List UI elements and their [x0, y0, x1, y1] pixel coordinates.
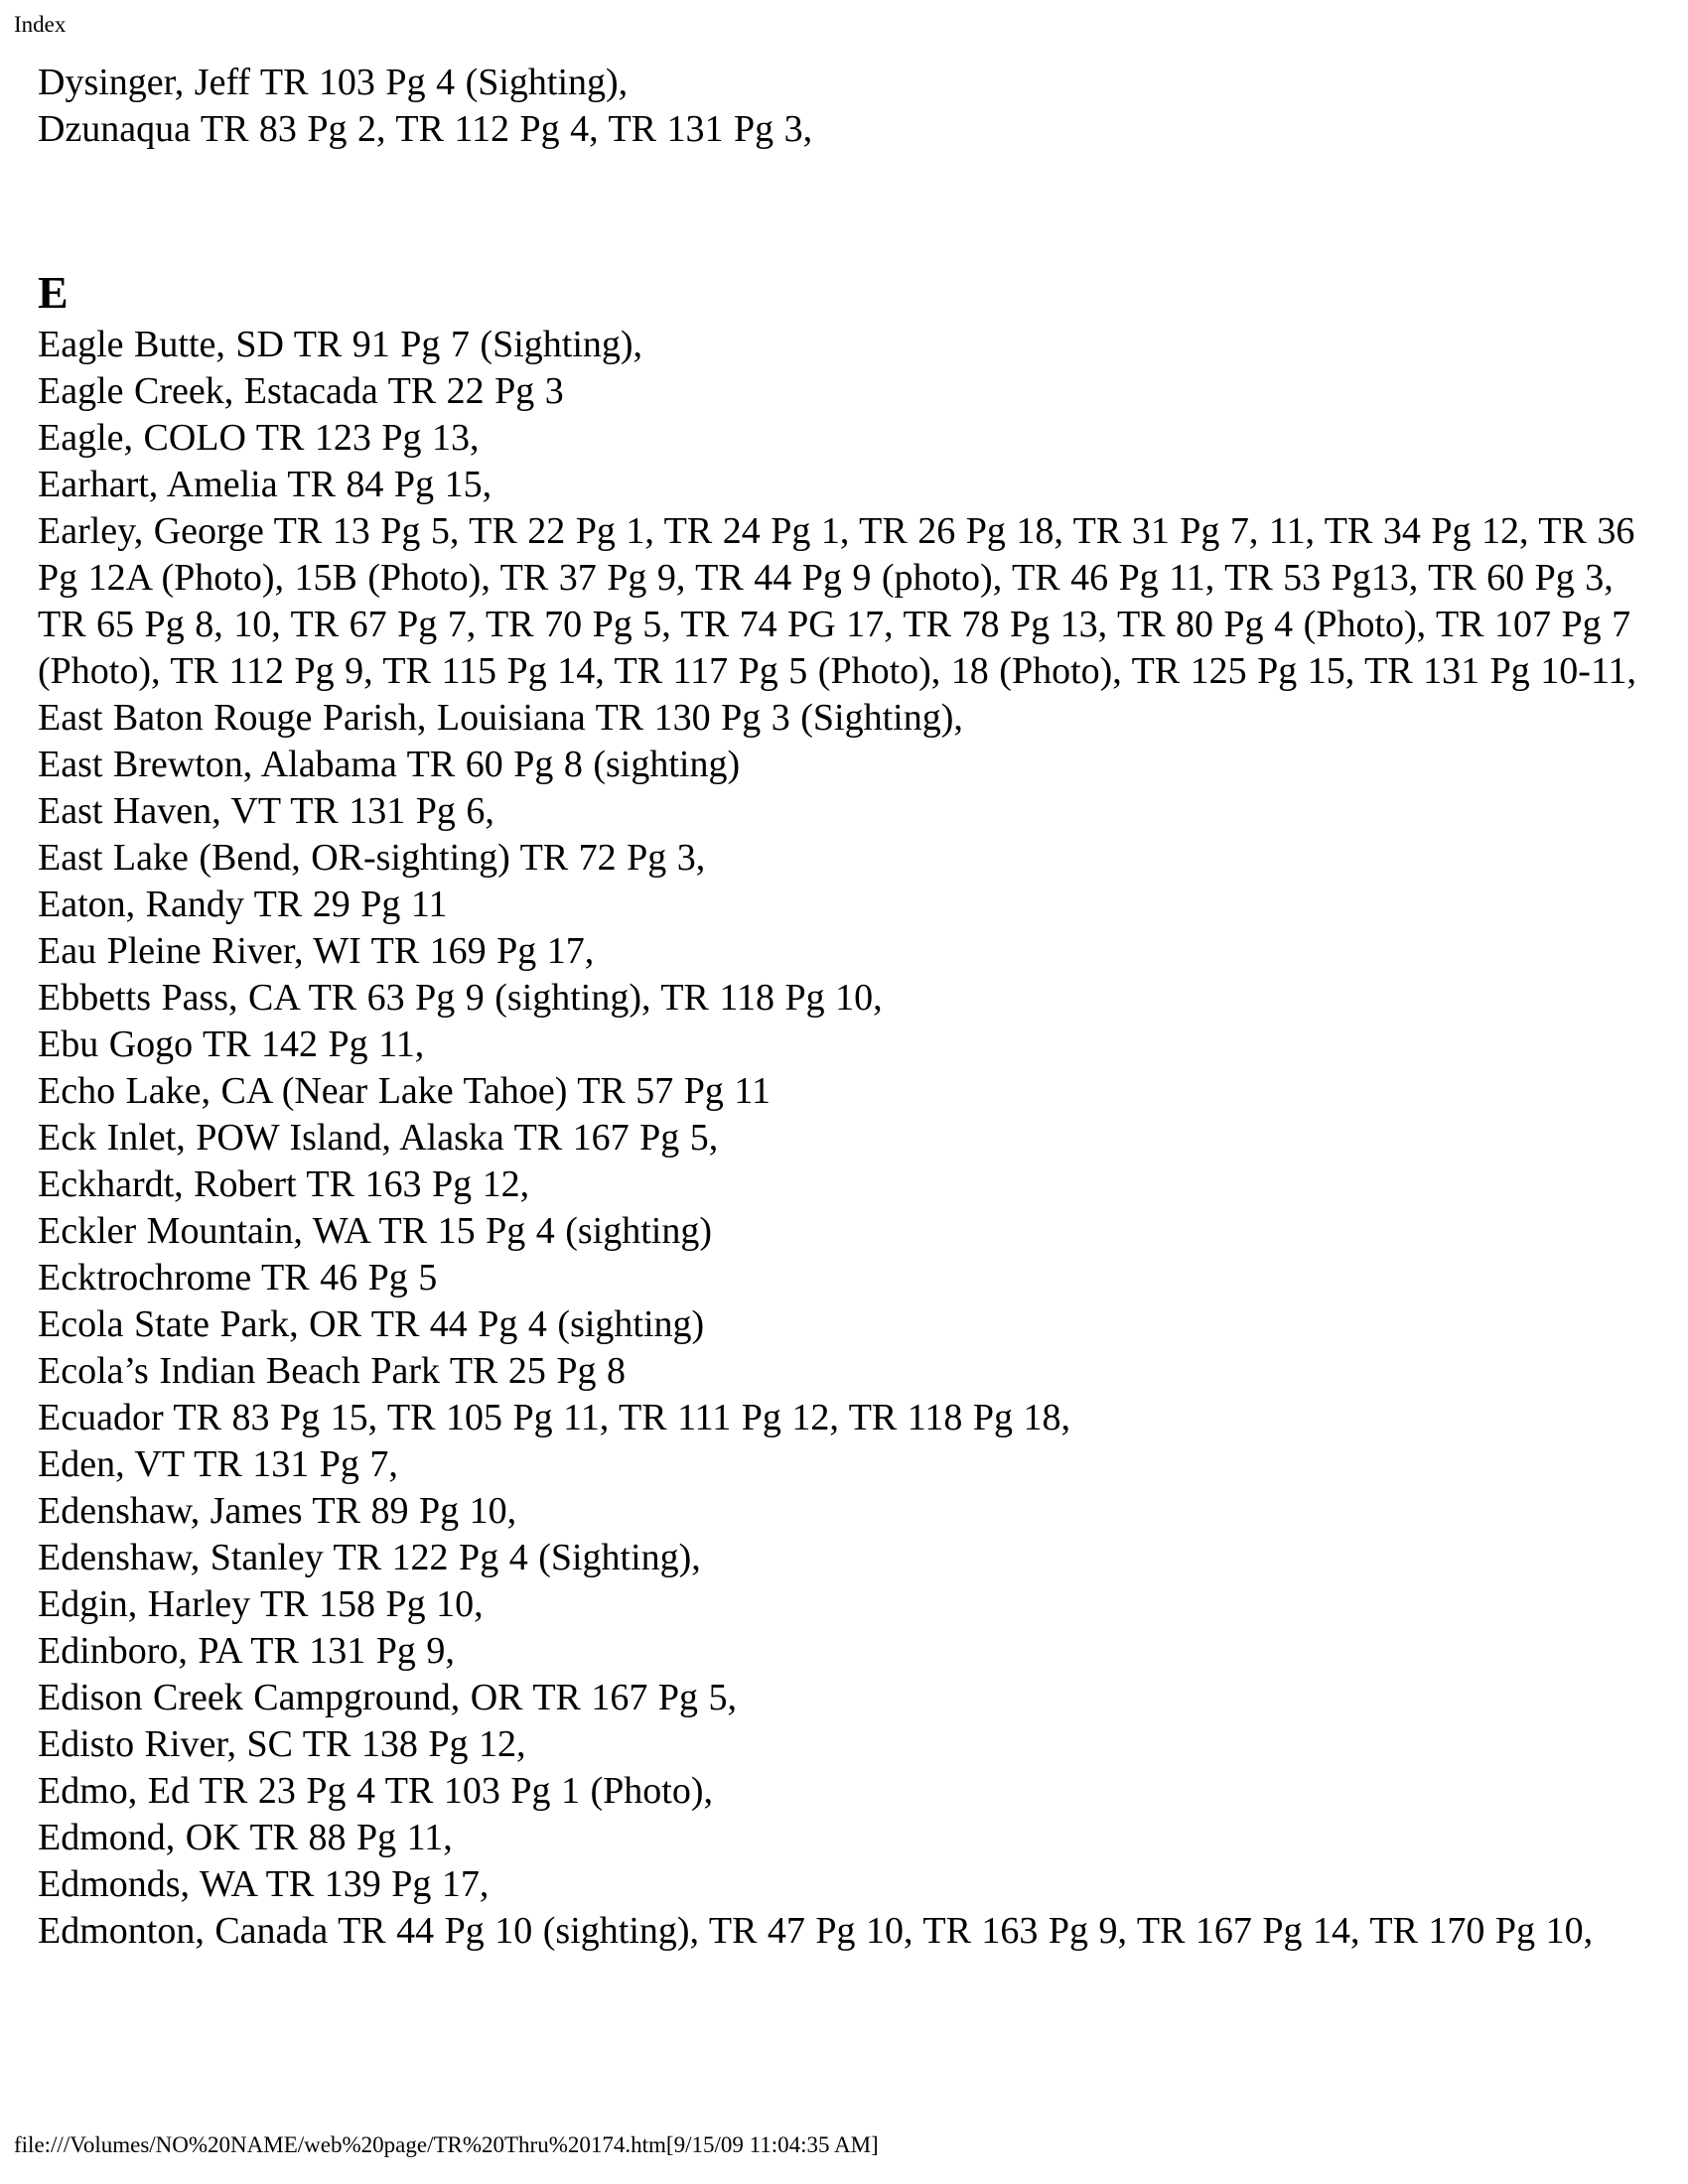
- index-entry: Eaton, Randy TR 29 Pg 11: [38, 884, 448, 925]
- index-entry: Eagle, COLO TR 123 Pg 13,: [38, 417, 480, 459]
- index-entry: Eau Pleine River, WI TR 169 Pg 17,: [38, 930, 595, 972]
- index-entry: Edenshaw, Stanley TR 122 Pg 4 (Sighting),: [38, 1537, 701, 1578]
- index-entry: Edmond, OK TR 88 Pg 11,: [38, 1817, 453, 1858]
- section-letter-heading: E: [38, 267, 69, 318]
- print-footer-url: file:///Volumes/NO%20NAME/web%20page/TR%20Thru%20174.htm[9/15/09 11:04:35 AM]: [14, 2132, 879, 2157]
- print-header-title: Index: [14, 12, 67, 37]
- index-entry: East Baton Rouge Parish, Louisiana TR 130 Pg 3 (Sighting),: [38, 697, 963, 739]
- index-entry: Eckler Mountain, WA TR 15 Pg 4 (sighting): [38, 1210, 713, 1252]
- index-entries-d-section: [38, 60, 1664, 153]
- index-entry: Edenshaw, James TR 89 Pg 10,: [38, 1490, 517, 1532]
- index-entry: Edmonds, WA TR 139 Pg 17,: [38, 1863, 490, 1905]
- index-entry: East Brewton, Alabama TR 60 Pg 8 (sighting): [38, 744, 741, 785]
- index-entry: East Lake (Bend, OR-sighting) TR 72 Pg 3,: [38, 837, 706, 879]
- index-entry: Ebu Gogo TR 142 Pg 11,: [38, 1024, 425, 1065]
- index-entry: Ecuador TR 83 Pg 15, TR 105 Pg 11, TR 111 Pg 12, TR 118 Pg 18,: [38, 1397, 1070, 1438]
- index-entry: Eck Inlet, POW Island, Alaska TR 167 Pg 5,: [38, 1117, 719, 1159]
- index-entry: Dzunaqua TR 83 Pg 2, TR 112 Pg 4, TR 131 Pg 3,: [38, 108, 813, 150]
- index-entries-e-section: [38, 322, 1664, 1955]
- index-entry: Edgin, Harley TR 158 Pg 10,: [38, 1583, 484, 1625]
- index-content: [38, 60, 1664, 1955]
- index-entry: Edmo, Ed TR 23 Pg 4 TR 103 Pg 1 (Photo),: [38, 1770, 713, 1812]
- index-entry: Eckhardt, Robert TR 163 Pg 12,: [38, 1163, 530, 1205]
- index-entry: Ecola State Park, OR TR 44 Pg 4 (sighting): [38, 1303, 705, 1345]
- index-entry: Ecktrochrome TR 46 Pg 5: [38, 1257, 438, 1298]
- index-entry: Edmonton, Canada TR 44 Pg 10 (sighting), TR 47 Pg 10, TR 163 Pg 9, TR 167 Pg 14, TR 170 Pg 10,: [38, 1910, 1594, 1952]
- index-entry: Eagle Creek, Estacada TR 22 Pg 3: [38, 370, 564, 412]
- index-entry: Earley, George TR 13 Pg 5, TR 22 Pg 1, TR 24 Pg 1, TR 26 Pg 18, TR 31 Pg 7, 11, TR 34 Pg 12, TR 36 Pg 12A (Photo), 15B (Photo), TR 37 Pg 9, TR 44 Pg 9 (photo), TR 46 Pg 11, TR 53 Pg13, TR 60 Pg 3, TR 65 Pg 8, 10, TR 67 Pg 7, TR 70 Pg 5, TR 74 PG 17, TR 78 Pg 13, TR 80 Pg 4 (Photo), TR 107 Pg 7 (Photo), TR 112 Pg 9, TR 115 Pg 14, TR 117 Pg 5 (Photo), 18 (Photo), TR 125 Pg 15, TR 131 Pg 10-11,: [38, 510, 1637, 692]
- index-entry: Ebbetts Pass, CA TR 63 Pg 9 (sighting), TR 118 Pg 10,: [38, 977, 883, 1019]
- index-entry: Dysinger, Jeff TR 103 Pg 4 (Sighting),: [38, 62, 629, 103]
- index-entry: Edison Creek Campground, OR TR 167 Pg 5,: [38, 1677, 738, 1718]
- index-entry: Edisto River, SC TR 138 Pg 12,: [38, 1723, 526, 1765]
- index-entry: Edinboro, PA TR 131 Pg 9,: [38, 1630, 455, 1672]
- index-entry: Ecola’s Indian Beach Park TR 25 Pg 8: [38, 1350, 627, 1392]
- index-entry: East Haven, VT TR 131 Pg 6,: [38, 790, 494, 832]
- index-entry: Eagle Butte, SD TR 91 Pg 7 (Sighting),: [38, 324, 643, 365]
- index-entry: Earhart, Amelia TR 84 Pg 15,: [38, 464, 492, 505]
- index-entry: Echo Lake, CA (Near Lake Tahoe) TR 57 Pg 11: [38, 1070, 771, 1112]
- index-entry: Eden, VT TR 131 Pg 7,: [38, 1443, 398, 1485]
